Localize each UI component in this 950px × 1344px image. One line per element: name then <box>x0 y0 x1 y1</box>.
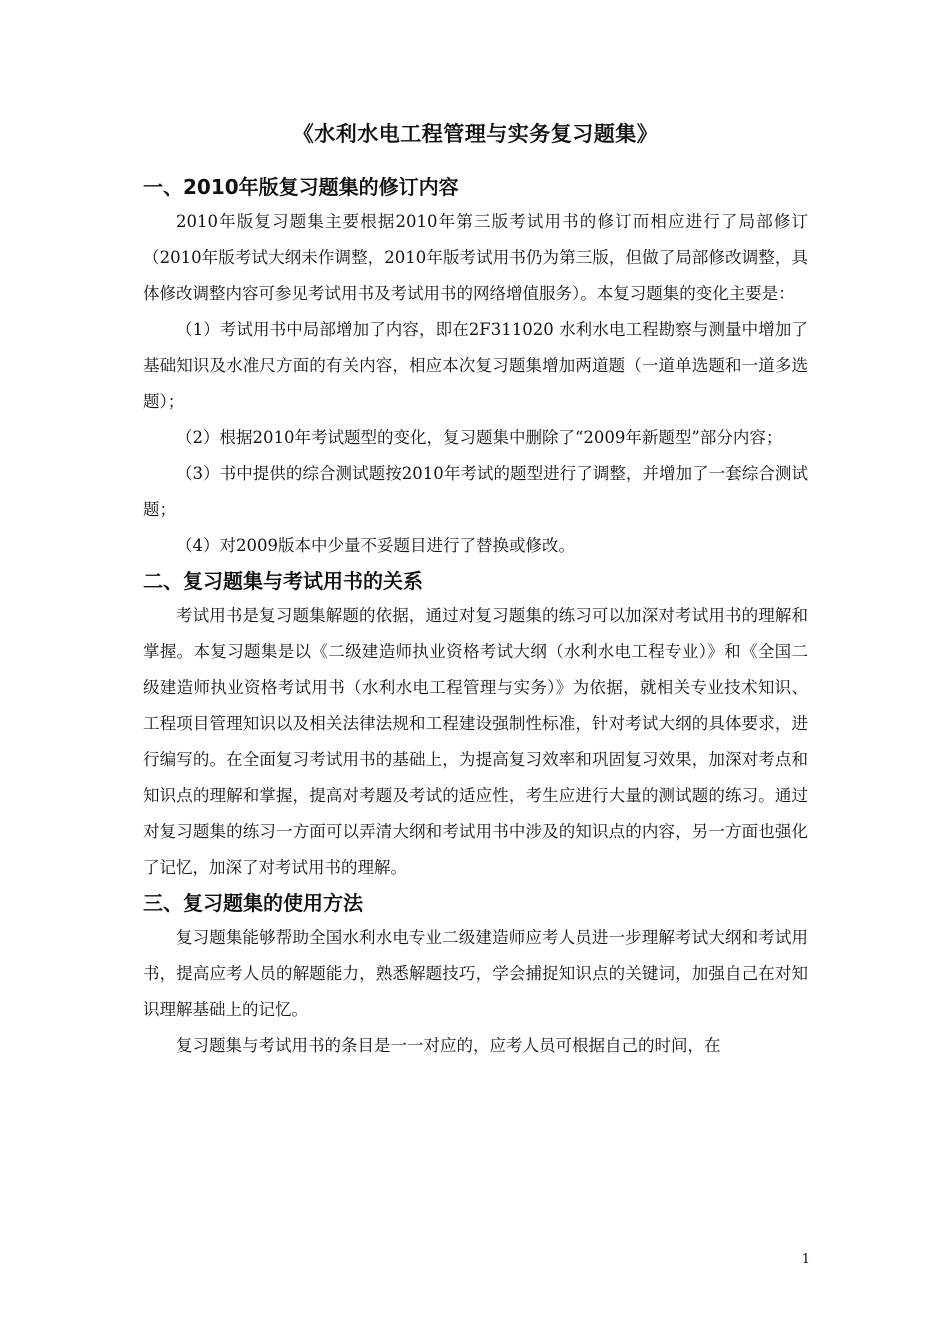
paragraph: 2010年版复习题集主要根据2010年第三版考试用书的修订而相应进行了局部修订（2010年版考试大纲未作调整，2010年版考试用书仍为第三版，但做了局部修改调整，具体修改调整内容可参见考试用书及考试用书的网络增值服务）。本复习题集的变化主要是： <box>143 212 808 303</box>
paragraph: 复习题集能够帮助全国水利水电专业二级建造师应考人员进一步理解考试大纲和考试用书，提高应考人员的解题能力，熟悉解题技巧，学会捕捉知识点的关键词，加强自己在对知识理解基础上的记忆。 <box>143 928 808 1019</box>
paragraph: （1）考试用书中局部增加了内容，即在2F311020 水利水电工程勘察与测量中增加了基础知识及水准尺方面的有关内容，相应本次复习题集增加两道题（一道单选题和一道多选题）； <box>143 320 808 411</box>
section-usage-method <box>143 886 808 1064</box>
page-number: 1 <box>801 1252 810 1267</box>
paragraph: 考试用书是复习题集解题的依据，通过对复习题集的练习可以加深对考试用书的理解和掌握。本复习题集是以《二级建造师执业资格考试大纲（水利水电工程专业）》和《全国二级建造师执业资格考试用书（水利水电工程管理与实务）》为依据，就相关专业技术知识、工程项目管理知识以及相关法律法规和工程建设强制性标准，针对考试大纲的具体要求，进行编写的。在全面复习考试用书的基础上，为提高复习效率和巩固复习效果，加深对考点和知识点的理解和掌握，提高对考题及考试的适应性，考生应进行大量的测试题的练习。通过对复习题集的练习一方面可以弄清大纲和考试用书中涉及的知识点的内容，另一方面也强化了记忆，加深了对考试用书的理解。 <box>143 606 808 877</box>
section-heading: 一、2010年版复习题集的修订内容 <box>143 175 459 199</box>
document-title: 《水利水电工程管理与实务复习题集》 <box>292 122 659 146</box>
document-body <box>143 118 808 1064</box>
section-heading: 二、复习题集与考试用书的关系 <box>143 569 423 593</box>
section-heading: 三、复习题集的使用方法 <box>143 891 363 915</box>
paragraph: （2）根据2010年考试题型的变化，复习题集中删除了“2009年新题型”部分内容； <box>176 428 783 447</box>
paragraph: （4）对2009版本中少量不妥题目进行了替换或修改。 <box>176 536 575 555</box>
section-relationship <box>143 564 808 886</box>
paragraph: 复习题集与考试用书的条目是一一对应的，应考人员可根据自己的时间，在 <box>176 1036 721 1055</box>
paragraph: （3）书中提供的综合测试题按2010年考试的题型进行了调整，并增加了一套综合测试题； <box>143 464 808 519</box>
section-revision-content <box>143 170 808 564</box>
